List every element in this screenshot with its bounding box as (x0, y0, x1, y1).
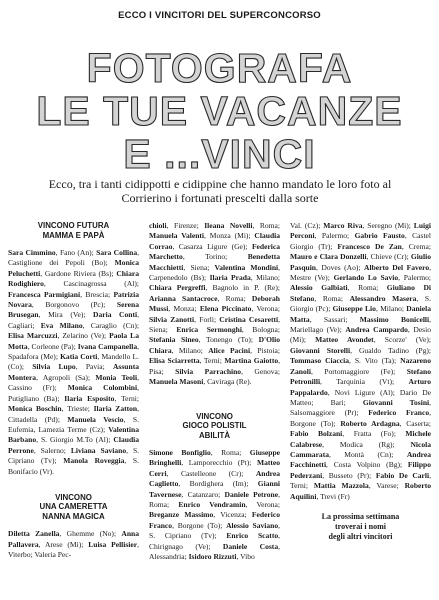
winners-list-gioco: Simone Bonfiglio, Roma; Giuseppe Bringhelli, Lamporecchio (Pt); Matteo Cerri, Castelleone (Cr); Andrea Caglietto, Bordighera (Im); Gianni Tavernese, Catanzaro; Daniele Petrone, Roma; Enrico Vendramin, Verona; Breganze Massimo, Vicenza; Federico Franco, Borgone (To); Alessio Saviano, S. Cipriano (Tv); Enrico Scatto, Chirignago (Ve); Daniele Costa, Alessandria; Isidoro Rizzuti, Vibo (149, 448, 280, 562)
column-2 (149, 221, 280, 562)
winners-list-cameretta: Diletta Zanella, Ghemme (No); Anna Pallavera, Arese (Mi); Luisa Pellisier, Viterbo; Valeria Pec- (8, 529, 139, 560)
headline-line-2: LE TUE VACANZE (36, 88, 403, 134)
winners-list-gioco-continued: Val. (Cz); Marco Riva, Seregno (Mi); Luigi Perconi, Palermo; Gabrio Fausto, Castel Giorgio (Tr); Francesco De Zan, Crema; Mauro e Clara Donzelli, Chieve (Cr); Giulio Pasquin, Doves (Ao); Alberto Del Favero, Mestre (Ve); Gerlando Lo Savio, Palermo; Alessio Galbiati, Roma; Giuliano Di Stefano, Roma; Alessandro Masera, S. Giorgio (Pc); Giuseppe Lio, Milano; Daniela Matta, Sassari; Massimo Bonicelli, Mariellago (Ve); Andrea Campardo, Desio (Mi); Matteo Avondet, Scorze' (Ve); Giovanni Storelli, Gualdo Tadino (Pg); Tommaso Ciaccia, S. Vito (Ta); Nazareno Zanoli, Portomaggiore (Fe); Stefano Petronilli, Tarquinia (Vt); Arturo Pappalardo, Novi Ligure (Al); Dario De Matteo; Bari; Giovanni Tosini, Salsomaggiore (Pr); Federico Franco, Borgone (To); Roberto Ardagna, Caserta; Fabio Bolzani, Fratta (Fo); Michele Calabrese, Modica (Rg); Nicola Cammarata, Montà (Cn); Andrea Facchinetti, Costa Volpino (Bg); Filippo Pederzani, Busseto (Pr); Fabio De Carli, Terni; Mattia Mazzola, Varese; Roberto Aquilini, Trevi (Fr) (290, 221, 432, 501)
footer-note: La prossima settimana troverai i nomi degli altri vincitori (321, 511, 400, 541)
section-title-gioco: VINCONO GIOCO POLISTIL ABILITÀ (182, 411, 247, 440)
section-title-futura: VINCONO FUTURA MAMMA E PAPÀ (37, 221, 110, 240)
intro-text: Ecco, tra i tanti cidippotti e cidippine che hanno mandato le loro foto al Corrierino i fortunati prescelti dalla sorte (48, 177, 392, 205)
winners-list-cameretta-continued: chioli, Firenze; Ileana Novelli, Roma; Manuela Valenti, Monza (Mi); Claudia Corrao, Casarza Ligure (Ge); Federica Marchetto, Torino; Benedetta Macchietti, Siena; Valentina Mondini, Carpenedolo (Bs); Ilaria Prada, Milano; Chiara Pergreffi, Bagnolo in P. (Re); Arianna Santacroce, Roma; Deborah Mussi, Monza; Elena Piccinato, Verona; Silvia Zanotti, Forlì; Cristina Cesaretti, Siena; Enrica Sermonghi, Bologna; Stefania Sineo, Tonengo (To); D'Olio Chiara, Milano; Alice Pacini, Pistoia; Elisa Sciarretta, Terni; Martina Gaiotto, Pisa; Silvia Parrachino, Genova; Manuela Masoni, Caviraga (Re). (149, 221, 281, 387)
kicker: ECCO I VINCITORI DEL SUPERCONCORSO (118, 10, 321, 21)
column-1 (8, 221, 139, 561)
headline-line-3: E ...VINCI (123, 131, 316, 177)
headline-line-1: FOTOGRAFA (86, 45, 353, 91)
section-title-cameretta: VINCONO UNA CAMERETTA NANNA MAGICA (39, 492, 108, 521)
winners-list-futura: Sara Cimmino, Fano (An); Sara Collina, Castiglione dei Pepoli (Bo); Monica Peluchetti, Gardone Riviera (Bs); Chiara Rodighiero, Cascinagrossa (Al); Francesca Parmigiani, Brescia; Patrizia Novara, Borgonovo (Pc); Serena Brusegan, Mira (Ve); Daria Conti, Cagliari; Eva Milano, Caraglio (Cn); Elisa Marcuzzi, Zelarino (Ve); Paola La Motta, Corleone (Pa); Ivana Campanella, Spadafora (Me); Katia Corti, Mandello L. (Co); Silvia Lupo, Pavia; Assunta Montera, Agropoli (Sa); Monia Teoli, Cassino (Fr); Monica Colombini, Putigliano (Ba); Ilaria Esposito, Terni; Monica Boschin, Trieste; Ilaria Zatton, Cittadella (Pd); Manuela Vescio, S. Eufemia, Lamezia Terme (Cz); Valentina Barbano, S. Giorgio M.To (Al); Claudia Perrone, Salerno; Liviana Saviano, S. Cipriano (Tv); Manola Roveggia, S. Bonifacio (Vr). (8, 248, 140, 476)
column-3 (290, 221, 431, 542)
